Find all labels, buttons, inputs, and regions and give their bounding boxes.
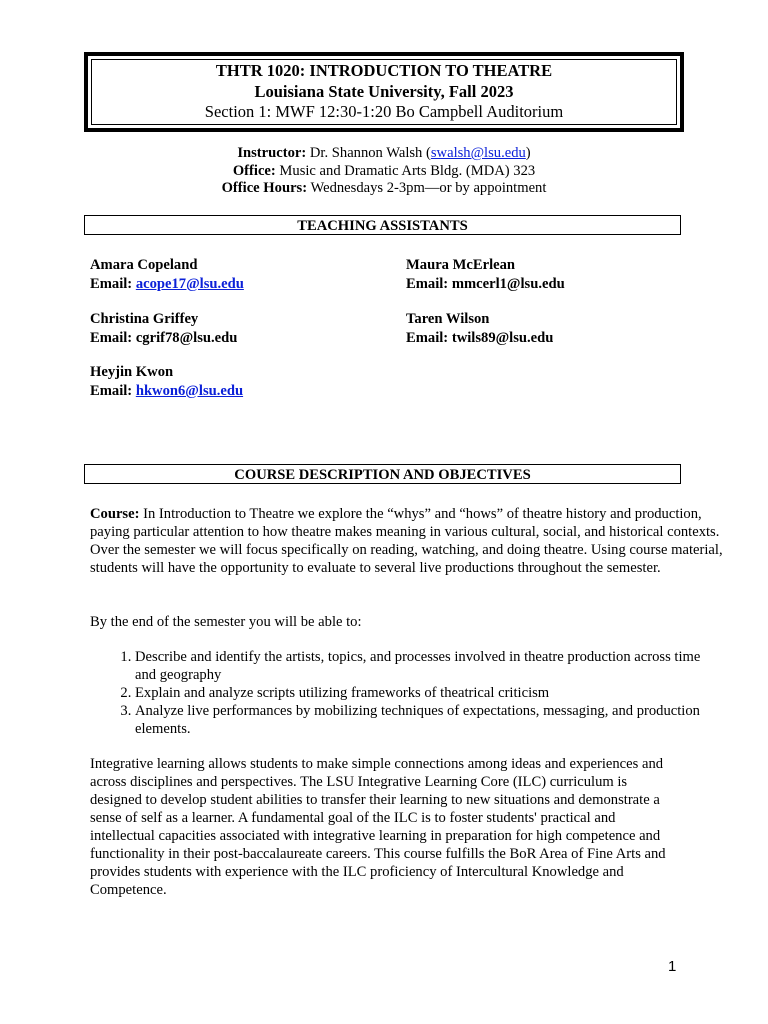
ta-email-line	[406, 329, 553, 348]
objectives-intro: By the end of the semester you will be able to:	[90, 614, 362, 630]
course-description-heading: COURSE DESCRIPTION AND OBJECTIVES	[84, 464, 681, 484]
ta-email-line	[90, 329, 237, 348]
course-text: In Introduction to Theatre we explore the “whys” and “hows” of theatre history and production, paying particular attention to how theatre makes meaning in various cultural, social, and historical contexts. Over the semester we will focus specifically on reading, watching, and doing theatre. Using course material, students will have the opportunity to evaluate to several live productions throughout the semester.	[90, 506, 723, 576]
ta-email-line	[90, 382, 243, 401]
course-title: THTR 1020: INTRODUCTION TO THEATRE	[215, 61, 553, 80]
ta-email-link[interactable]: hkwon6@lsu.edu	[135, 382, 244, 399]
objective-item: 1. Describe and identify the artists, topics, and processes involved in theatre production across time and geography	[135, 648, 715, 684]
instructor-email-link[interactable]: swalsh@lsu.edu	[430, 145, 526, 161]
instructor-close-paren: )	[525, 145, 531, 161]
ta-entry	[90, 310, 237, 347]
office-hours-label: Office Hours:	[221, 180, 308, 196]
ta-entry	[406, 256, 565, 293]
ta-entry	[406, 310, 553, 347]
objective-item: 2. Explain and analyze scripts utilizing frameworks of theatrical criticism	[135, 684, 715, 702]
ta-email-link[interactable]: acope17@lsu.edu	[135, 275, 244, 292]
university-line: Louisiana State University, Fall 2023	[254, 81, 514, 101]
office-hours-line	[0, 180, 768, 198]
ta-email-label: Email:	[406, 329, 449, 346]
ta-email-label: Email:	[90, 275, 133, 292]
ta-heading: TEACHING ASSISTANTS	[84, 215, 681, 235]
ta-name: Amara Copeland	[90, 257, 198, 273]
objective-item: 3. Analyze live performances by mobilizing techniques of expectations, messaging, and production elements.	[135, 702, 715, 738]
ta-name: Christina Griffey	[90, 311, 199, 327]
course-label: Course:	[90, 506, 140, 522]
ta-email-label: Email:	[406, 275, 449, 292]
ta-email: mmcerl1@lsu.edu	[451, 275, 565, 292]
ta-name: Maura McErlean	[406, 257, 516, 273]
office-hours-value: Wednesdays 2-3pm—or by appointment	[310, 180, 547, 196]
ta-entry	[90, 256, 244, 293]
integrative-learning-paragraph: Integrative learning allows students to make simple connections among ideas and experiences and across disciplines and perspectives. The LSU Integrative Learning Core (ILC) curriculum is designed to develop student abilities to transfer their learning to new situations and demonstrate a sense of self as a learner. A fundamental goal of the ILC is to foster students' practical and intellectual capacities associated with integrative learning in preparation for high competence and functionality in their post-baccalaureate careers. This course fulfills the BoR Area of Fine Arts and provides students with experience with the ILC proficiency of Intercultural Knowledge and Competence.	[90, 756, 666, 898]
ta-email-line	[406, 275, 565, 294]
page-number: 1	[668, 958, 677, 975]
course-paragraph	[90, 505, 730, 577]
ta-email: twils89@lsu.edu	[451, 329, 554, 346]
office-line	[0, 163, 768, 181]
instructor-line	[0, 145, 768, 163]
ta-name: Heyjin Kwon	[90, 364, 174, 380]
title-box	[84, 52, 684, 132]
office-value: Music and Dramatic Arts Bldg. (MDA) 323	[279, 162, 536, 179]
instructor-label: Instructor:	[237, 145, 307, 161]
objectives-list	[90, 648, 715, 738]
ta-entry	[90, 363, 243, 400]
section-line: Section 1: MWF 12:30-1:20 Bo Campbell Auditorium	[204, 102, 564, 121]
ta-email-label: Email:	[90, 329, 133, 346]
ta-email-label: Email:	[90, 382, 133, 399]
instructor-name: Dr. Shannon Walsh (	[309, 145, 431, 161]
instructor-contact	[0, 145, 768, 198]
ta-email: cgrif78@lsu.edu	[135, 329, 238, 346]
ta-name: Taren Wilson	[406, 311, 490, 327]
office-label: Office:	[232, 162, 276, 179]
ta-email-line	[90, 275, 244, 294]
